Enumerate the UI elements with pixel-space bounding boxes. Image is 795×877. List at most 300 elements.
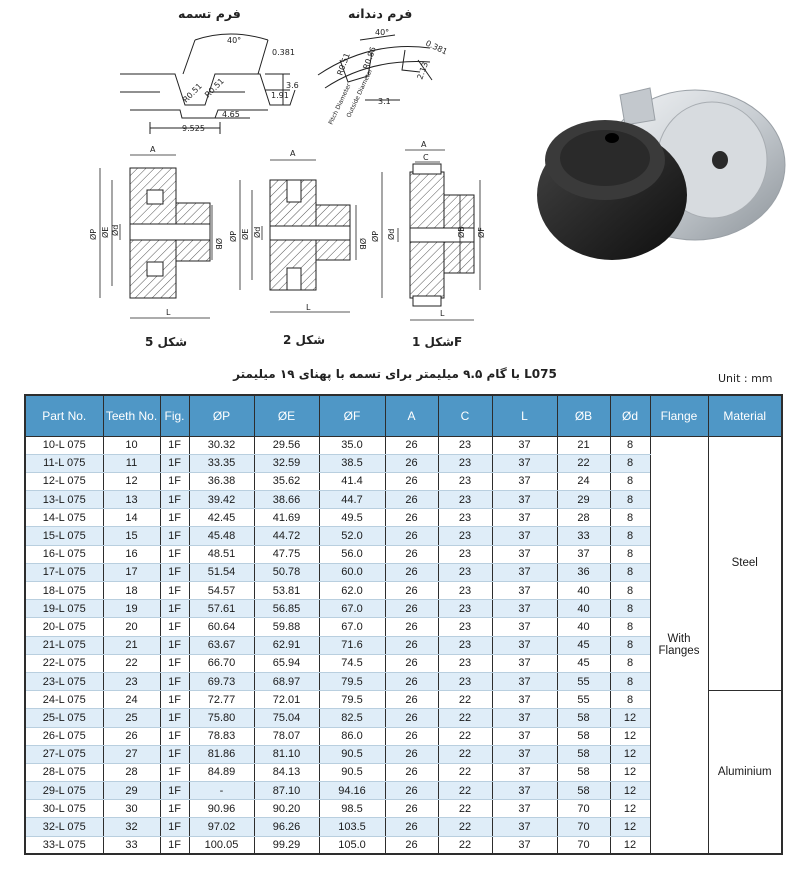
table-cell: 8 xyxy=(610,454,650,472)
table-cell: 13 xyxy=(103,491,160,509)
table-cell: 12 xyxy=(103,472,160,490)
table-cell: 26 xyxy=(385,527,438,545)
table-cell: 22 xyxy=(438,709,492,727)
table-cell: 10-L 075 xyxy=(25,436,103,454)
table-cell: 1F xyxy=(160,600,189,618)
table-cell: 26-L 075 xyxy=(25,727,103,745)
table-cell: 1F xyxy=(160,618,189,636)
table-cell: 21 xyxy=(557,436,610,454)
table-cell: 23 xyxy=(438,582,492,600)
table-cell: 23 xyxy=(438,472,492,490)
table-cell: 90.96 xyxy=(189,800,254,818)
table-cell: 16-L 075 xyxy=(25,545,103,563)
table-cell: 44.72 xyxy=(254,527,319,545)
tooth-dim-0381: 0.381 xyxy=(424,38,449,57)
fig5-dim-B: ØB xyxy=(214,238,223,250)
table-cell: 37 xyxy=(492,745,557,763)
table-cell: 56.0 xyxy=(319,545,385,563)
table-cell: 23 xyxy=(438,454,492,472)
table-cell: 40 xyxy=(557,582,610,600)
table-cell: 12 xyxy=(610,782,650,800)
table-cell: 37 xyxy=(492,782,557,800)
table-cell: 1F xyxy=(160,672,189,690)
table-cell: 1F xyxy=(160,509,189,527)
fig5-dim-P: ØP xyxy=(89,228,98,240)
table-cell: 26 xyxy=(385,763,438,781)
table-cell: 13-L 075 xyxy=(25,491,103,509)
table-cell: 81.86 xyxy=(189,745,254,763)
table-cell: 74.5 xyxy=(319,654,385,672)
table-cell: 16 xyxy=(103,545,160,563)
table-cell: 38.66 xyxy=(254,491,319,509)
table-cell: 39.42 xyxy=(189,491,254,509)
table-cell: 26 xyxy=(385,563,438,581)
table-cell: 8 xyxy=(610,509,650,527)
table-header-row xyxy=(25,395,782,436)
table-cell: 37 xyxy=(492,818,557,836)
table-cell: 81.10 xyxy=(254,745,319,763)
table-cell: 26 xyxy=(385,545,438,563)
tooth-dim-213: 2.13 xyxy=(415,60,430,81)
table-cell: 32-L 075 xyxy=(25,818,103,836)
table-cell: 90.5 xyxy=(319,763,385,781)
tooth-angle-label: 40° xyxy=(375,28,390,37)
belt-radius-2: R0.51 xyxy=(203,76,226,100)
tooth-dim-31: 3.1 xyxy=(378,97,391,106)
table-cell: 26 xyxy=(385,782,438,800)
table-cell: - xyxy=(189,782,254,800)
table-cell: 17 xyxy=(103,563,160,581)
table-cell: 1F xyxy=(160,654,189,672)
table-cell: 29.56 xyxy=(254,436,319,454)
table-cell: 37 xyxy=(492,691,557,709)
table-cell: 70 xyxy=(557,836,610,854)
table-cell: 25 xyxy=(103,709,160,727)
table-cell: 47.75 xyxy=(254,545,319,563)
belt-dim-36: 3.6 xyxy=(286,81,299,90)
table-cell: 12-L 075 xyxy=(25,472,103,490)
table-cell: 33 xyxy=(557,527,610,545)
table-cell: 8 xyxy=(610,618,650,636)
table-cell: 98.5 xyxy=(319,800,385,818)
col-fig: Fig. xyxy=(160,395,189,436)
table-cell: 41.4 xyxy=(319,472,385,490)
drawing-canvas xyxy=(0,0,795,365)
table-cell: 22 xyxy=(103,654,160,672)
table-cell: 37 xyxy=(492,436,557,454)
table-cell: 20 xyxy=(103,618,160,636)
table-cell: 29 xyxy=(103,782,160,800)
pitch-diameter-label: Pitch Diameter xyxy=(327,82,353,126)
table-cell: 58 xyxy=(557,745,610,763)
table-cell: 37 xyxy=(492,491,557,509)
table-cell: 1F xyxy=(160,818,189,836)
fig2-dim-P: ØP xyxy=(229,230,238,242)
col-e: ØE xyxy=(254,395,319,436)
table-body xyxy=(25,436,782,854)
table-cell: 30 xyxy=(103,800,160,818)
table-cell: 29 xyxy=(557,491,610,509)
table-cell: 8 xyxy=(610,436,650,454)
fig2-dim-A: A xyxy=(290,149,296,158)
table-cell: 14 xyxy=(103,509,160,527)
figure-1f-caption: شکل 1F xyxy=(412,335,463,349)
table-cell: 60.0 xyxy=(319,563,385,581)
table-cell: 90.5 xyxy=(319,745,385,763)
table-cell: 22 xyxy=(438,782,492,800)
table-cell: 99.29 xyxy=(254,836,319,854)
table-cell: 21-L 075 xyxy=(25,636,103,654)
table-cell: 23 xyxy=(438,563,492,581)
table-cell: 33.35 xyxy=(189,454,254,472)
table-cell: 55 xyxy=(557,672,610,690)
table-cell: 23 xyxy=(438,509,492,527)
table-cell: 22-L 075 xyxy=(25,654,103,672)
table-cell: 60.64 xyxy=(189,618,254,636)
table-cell: 79.5 xyxy=(319,672,385,690)
table-cell: 90.20 xyxy=(254,800,319,818)
table-cell: 26 xyxy=(385,636,438,654)
table-cell: 23 xyxy=(103,672,160,690)
table-cell: 58 xyxy=(557,782,610,800)
table-cell: 24 xyxy=(557,472,610,490)
figure-1f-drawing xyxy=(370,140,486,320)
table-cell: 72.01 xyxy=(254,691,319,709)
table-cell: 37 xyxy=(492,545,557,563)
fig2-dim-L: L xyxy=(306,303,311,312)
table-cell: 12 xyxy=(610,836,650,854)
col-b: ØB xyxy=(557,395,610,436)
table-cell: 25-L 075 xyxy=(25,709,103,727)
table-cell: 1F xyxy=(160,472,189,490)
table-cell: 12 xyxy=(610,745,650,763)
col-l: L xyxy=(492,395,557,436)
table-row xyxy=(25,436,782,454)
table-cell: 26 xyxy=(385,472,438,490)
table-cell: 27-L 075 xyxy=(25,745,103,763)
table-cell: 23 xyxy=(438,436,492,454)
table-cell: 18 xyxy=(103,582,160,600)
table-cell: 40 xyxy=(557,600,610,618)
technical-drawings xyxy=(0,0,795,365)
table-cell: 53.81 xyxy=(254,582,319,600)
col-a: A xyxy=(385,395,438,436)
table-cell: 33 xyxy=(103,836,160,854)
table-cell: 78.07 xyxy=(254,727,319,745)
table-cell: 67.0 xyxy=(319,600,385,618)
table-cell: 11-L 075 xyxy=(25,454,103,472)
table-cell: 70 xyxy=(557,800,610,818)
table-cell: 12 xyxy=(610,727,650,745)
table-cell: 84.13 xyxy=(254,763,319,781)
table-cell: 38.5 xyxy=(319,454,385,472)
fig1f-dim-d: Ød xyxy=(387,228,396,240)
table-cell: 37 xyxy=(492,527,557,545)
table-cell: 8 xyxy=(610,672,650,690)
table-cell: 22 xyxy=(438,818,492,836)
table-cell: 8 xyxy=(610,527,650,545)
fig1f-dim-P: ØP xyxy=(371,230,380,242)
table-cell: 87.10 xyxy=(254,782,319,800)
col-teeth-no: Teeth No. xyxy=(103,395,160,436)
material-steel-cell: Steel xyxy=(708,436,782,691)
col-p: ØP xyxy=(189,395,254,436)
table-cell: 14-L 075 xyxy=(25,509,103,527)
table-cell: 30.32 xyxy=(189,436,254,454)
table-cell: 71.6 xyxy=(319,636,385,654)
figure-5-drawing xyxy=(88,145,224,318)
fig5-dim-d: Ød xyxy=(111,224,120,236)
fig2-dim-B: ØB xyxy=(358,238,367,250)
table-cell: 65.94 xyxy=(254,654,319,672)
table-cell: 59.88 xyxy=(254,618,319,636)
tooth-profile-drawing xyxy=(318,35,432,100)
table-cell: 22 xyxy=(438,800,492,818)
table-cell: 75.80 xyxy=(189,709,254,727)
table-cell: 24-L 075 xyxy=(25,691,103,709)
table-cell: 37 xyxy=(492,672,557,690)
table-cell: 45 xyxy=(557,654,610,672)
table-cell: 28 xyxy=(557,509,610,527)
table-cell: 26 xyxy=(385,691,438,709)
table-cell: 70 xyxy=(557,818,610,836)
table-cell: 1F xyxy=(160,763,189,781)
table-cell: 23-L 075 xyxy=(25,672,103,690)
table-cell: 1F xyxy=(160,636,189,654)
table-cell: 28-L 075 xyxy=(25,763,103,781)
table-cell: 66.70 xyxy=(189,654,254,672)
tooth-radius-2: R0.86 xyxy=(361,45,378,71)
table-cell: 51.54 xyxy=(189,563,254,581)
table-cell: 19 xyxy=(103,600,160,618)
table-cell: 37 xyxy=(492,836,557,854)
outside-diameter-label: Outside Diameter xyxy=(345,67,375,119)
table-cell: 18-L 075 xyxy=(25,582,103,600)
table-cell: 37 xyxy=(492,454,557,472)
table-cell: 23 xyxy=(438,654,492,672)
table-cell: 1F xyxy=(160,800,189,818)
table-cell: 8 xyxy=(610,600,650,618)
table-cell: 67.0 xyxy=(319,618,385,636)
fig5-dim-L: L xyxy=(166,308,171,317)
table-cell: 23 xyxy=(438,600,492,618)
table-cell: 22 xyxy=(438,691,492,709)
table-cell: 94.16 xyxy=(319,782,385,800)
fig5-dim-E: ØE xyxy=(101,226,110,238)
col-c: C xyxy=(438,395,492,436)
table-cell: 96.26 xyxy=(254,818,319,836)
table-cell: 44.7 xyxy=(319,491,385,509)
table-cell: 37 xyxy=(492,563,557,581)
fig2-dim-d: Ød xyxy=(253,226,262,238)
belt-profile-title: فرم تسمه xyxy=(178,6,241,21)
table-cell: 35.0 xyxy=(319,436,385,454)
table-cell: 105.0 xyxy=(319,836,385,854)
table-cell: 1F xyxy=(160,491,189,509)
table-cell: 37 xyxy=(492,636,557,654)
belt-dim-465: 4.65 xyxy=(222,110,240,119)
table-cell: 58 xyxy=(557,763,610,781)
table-cell: 42.45 xyxy=(189,509,254,527)
table-cell: 26 xyxy=(103,727,160,745)
col-part-no: Part No. xyxy=(25,395,103,436)
pulley-photo xyxy=(537,88,785,260)
table-cell: 63.67 xyxy=(189,636,254,654)
table-cell: 58 xyxy=(557,727,610,745)
table-cell: 37 xyxy=(557,545,610,563)
table-cell: 58 xyxy=(557,709,610,727)
table-cell: 1F xyxy=(160,782,189,800)
table-cell: 37 xyxy=(492,618,557,636)
table-cell: 79.5 xyxy=(319,691,385,709)
table-cell: 32.59 xyxy=(254,454,319,472)
table-cell: 37 xyxy=(492,582,557,600)
table-cell: 8 xyxy=(610,545,650,563)
table-cell: 41.69 xyxy=(254,509,319,527)
table-cell: 1F xyxy=(160,527,189,545)
table-cell: 12 xyxy=(610,709,650,727)
table-cell: 1F xyxy=(160,563,189,581)
col-flange: Flange xyxy=(650,395,708,436)
table-cell: 23 xyxy=(438,527,492,545)
table-cell: 82.5 xyxy=(319,709,385,727)
table-cell: 86.0 xyxy=(319,727,385,745)
table-cell: 37 xyxy=(492,509,557,527)
table-cell: 55 xyxy=(557,691,610,709)
table-cell: 50.78 xyxy=(254,563,319,581)
figure-2-drawing xyxy=(228,149,368,312)
table-cell: 54.57 xyxy=(189,582,254,600)
table-cell: 24 xyxy=(103,691,160,709)
fig1f-dim-A: A xyxy=(421,140,427,149)
table-cell: 45 xyxy=(557,636,610,654)
table-cell: 1F xyxy=(160,745,189,763)
figure-5-caption: شکل 5 xyxy=(145,335,188,349)
table-cell: 11 xyxy=(103,454,160,472)
table-cell: 26 xyxy=(385,436,438,454)
figure-2-caption: شکل 2 xyxy=(283,333,326,347)
spec-table xyxy=(24,394,783,855)
table-cell: 62.0 xyxy=(319,582,385,600)
table-cell: 37 xyxy=(492,472,557,490)
table-cell: 12 xyxy=(610,800,650,818)
table-cell: 57.61 xyxy=(189,600,254,618)
table-cell: 8 xyxy=(610,691,650,709)
table-cell: 26 xyxy=(385,509,438,527)
table-cell: 1F xyxy=(160,691,189,709)
table-cell: 1F xyxy=(160,727,189,745)
table-cell: 26 xyxy=(385,454,438,472)
table-cell: 26 xyxy=(385,618,438,636)
belt-dim-191: 1.91 xyxy=(271,91,289,100)
table-cell: 72.77 xyxy=(189,691,254,709)
table-cell: 27 xyxy=(103,745,160,763)
belt-angle-label: 40° xyxy=(227,36,242,45)
table-cell: 1F xyxy=(160,545,189,563)
fig1f-dim-F: ØF xyxy=(477,227,486,238)
table-cell: 78.83 xyxy=(189,727,254,745)
table-cell: 69.73 xyxy=(189,672,254,690)
table-cell: 30-L 075 xyxy=(25,800,103,818)
table-cell: 1F xyxy=(160,436,189,454)
table-cell: 40 xyxy=(557,618,610,636)
table-title: L075 با گام ۹.۵ میلیمتر برای تسمه با پهنای ۱۹ میلیمتر xyxy=(233,367,557,381)
table-cell: 100.05 xyxy=(189,836,254,854)
table-cell: 49.5 xyxy=(319,509,385,527)
table-cell: 37 xyxy=(492,654,557,672)
table-cell: 21 xyxy=(103,636,160,654)
belt-dim-9525: 9.525 xyxy=(182,124,205,133)
table-cell: 22 xyxy=(438,763,492,781)
belt-radius-1: R0.51 xyxy=(181,81,204,105)
unit-label: Unit : mm xyxy=(718,372,773,385)
tooth-radius-1: R0.51 xyxy=(335,51,352,77)
table-cell: 17-L 075 xyxy=(25,563,103,581)
belt-dim-0381: 0.381 xyxy=(272,48,295,57)
table-cell: 23 xyxy=(438,545,492,563)
fig1f-dim-B: ØB xyxy=(457,226,466,238)
table-cell: 1F xyxy=(160,454,189,472)
table-cell: 26 xyxy=(385,818,438,836)
table-cell: 28 xyxy=(103,763,160,781)
table-cell: 8 xyxy=(610,582,650,600)
table-cell: 8 xyxy=(610,654,650,672)
table-cell: 8 xyxy=(610,636,650,654)
tooth-profile-title: فرم دندانه xyxy=(348,6,413,21)
table-cell: 8 xyxy=(610,472,650,490)
table-cell: 48.51 xyxy=(189,545,254,563)
table-cell: 26 xyxy=(385,491,438,509)
table-cell: 32 xyxy=(103,818,160,836)
flange-cell: With Flanges xyxy=(650,436,708,854)
table-cell: 37 xyxy=(492,763,557,781)
table-cell: 68.97 xyxy=(254,672,319,690)
table-cell: 52.0 xyxy=(319,527,385,545)
table-cell: 37 xyxy=(492,600,557,618)
table-cell: 37 xyxy=(492,727,557,745)
fig5-dim-A: A xyxy=(150,145,156,154)
table-cell: 56.85 xyxy=(254,600,319,618)
table-cell: 36 xyxy=(557,563,610,581)
table-cell: 37 xyxy=(492,800,557,818)
table-cell: 37 xyxy=(492,709,557,727)
table-cell: 23 xyxy=(438,618,492,636)
fig1f-dim-C: C xyxy=(423,153,429,162)
table-cell: 33-L 075 xyxy=(25,836,103,854)
table-cell: 23 xyxy=(438,636,492,654)
table-cell: 26 xyxy=(385,709,438,727)
col-material: Material xyxy=(708,395,782,436)
table-cell: 12 xyxy=(610,818,650,836)
table-cell: 26 xyxy=(385,672,438,690)
fig1f-dim-L: L xyxy=(440,309,445,318)
table-cell: 26 xyxy=(385,582,438,600)
fig2-dim-E: ØE xyxy=(241,228,250,240)
table-cell: 1F xyxy=(160,582,189,600)
table-cell: 26 xyxy=(385,654,438,672)
table-cell: 26 xyxy=(385,600,438,618)
table-cell: 8 xyxy=(610,563,650,581)
material-aluminium-cell: Aluminium xyxy=(708,691,782,855)
table-cell: 97.02 xyxy=(189,818,254,836)
table-cell: 20-L 075 xyxy=(25,618,103,636)
table-cell: 10 xyxy=(103,436,160,454)
table-cell: 22 xyxy=(557,454,610,472)
table-cell: 8 xyxy=(610,491,650,509)
table-cell: 22 xyxy=(438,745,492,763)
table-cell: 45.48 xyxy=(189,527,254,545)
table-cell: 35.62 xyxy=(254,472,319,490)
